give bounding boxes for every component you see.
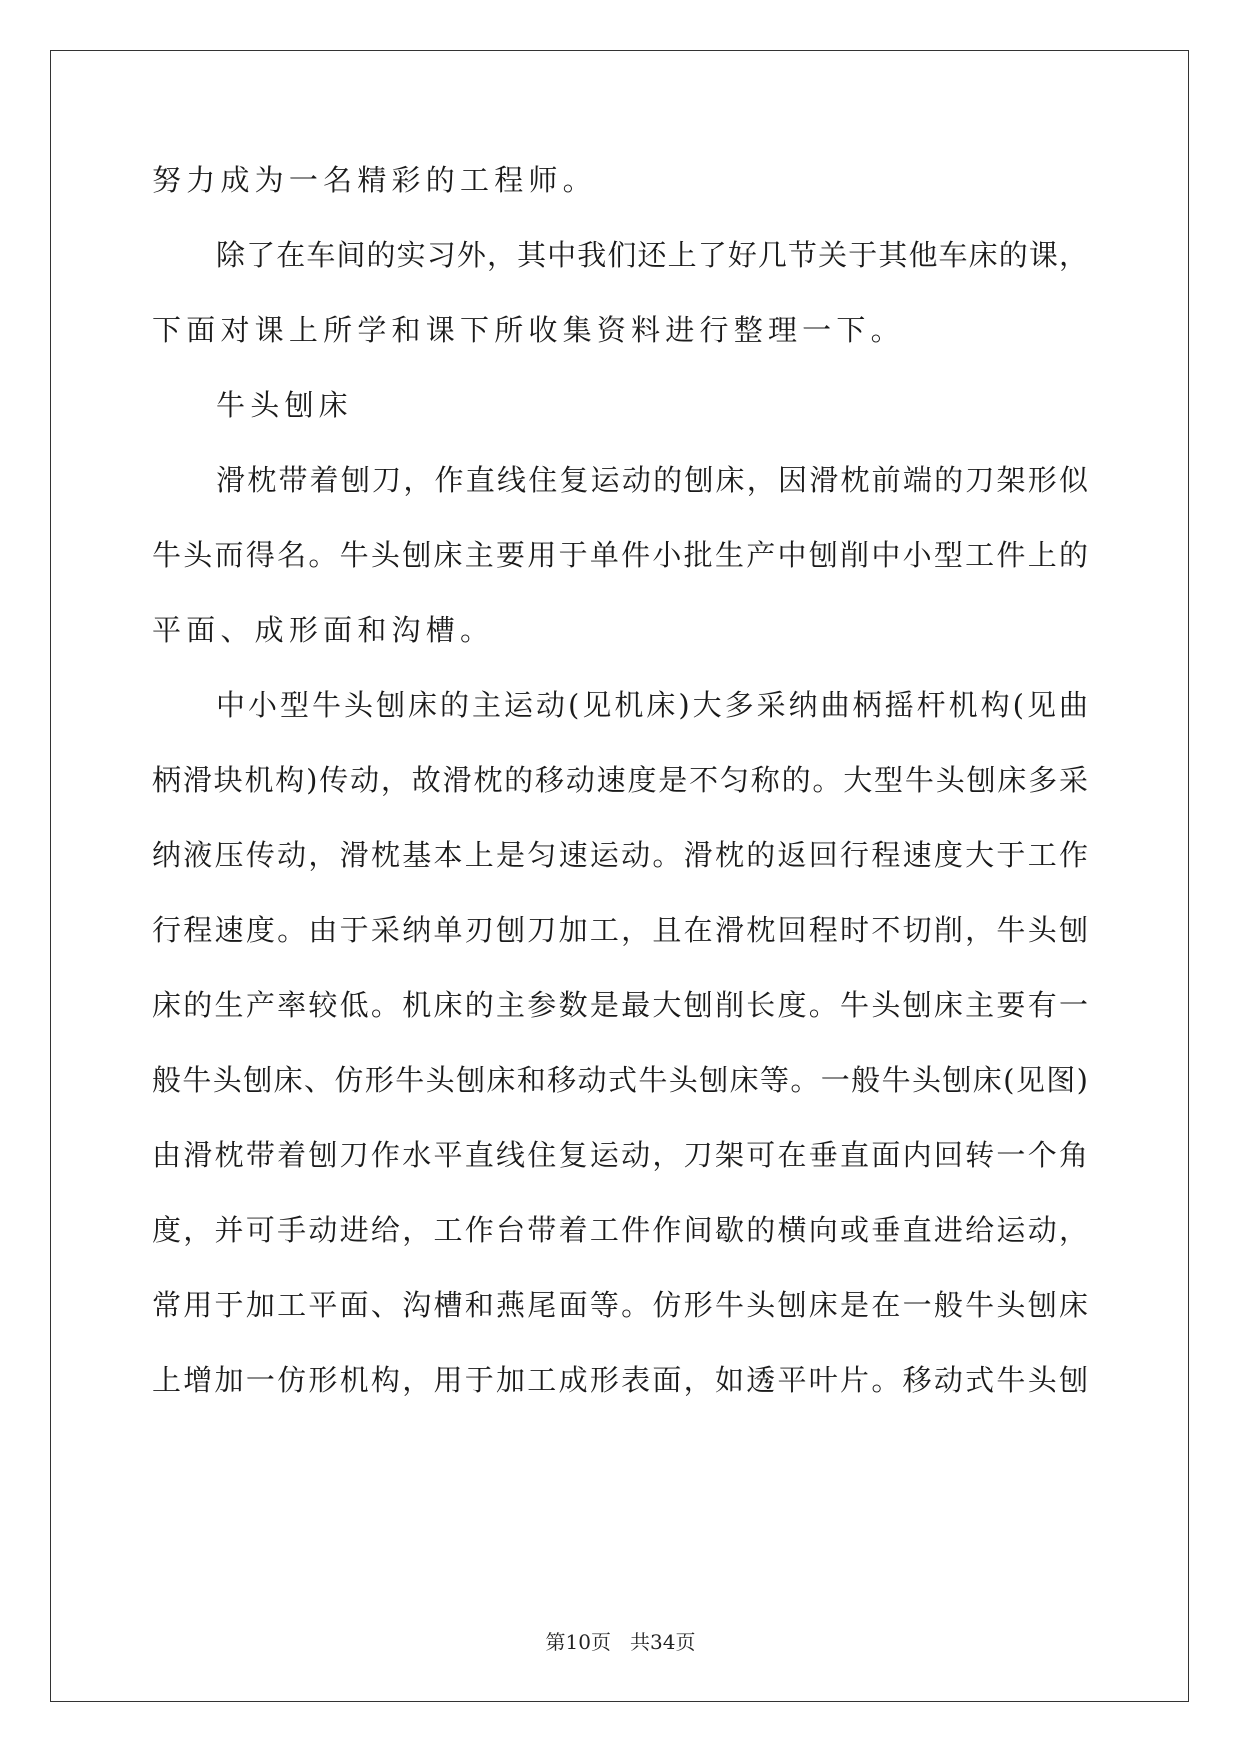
text-line: 滑枕带着刨刀，作直线住复运动的刨床，因滑枕前端的刀架形似	[216, 463, 1088, 497]
text-line: 床的生产率较低。机床的主参数是最大刨削长度。牛头刨床主要有一	[152, 988, 1088, 1022]
page-number: 第10页	[545, 1630, 611, 1654]
text-line: 下面对课上所学和课下所收集资料进行整理一下。	[152, 313, 905, 347]
text-line: 由滑枕带着刨刀作水平直线住复运动，刀架可在垂直面内回转一个角	[152, 1138, 1088, 1172]
section-heading: 牛头刨床	[216, 388, 353, 422]
text-line: 般牛头刨床、仿形牛头刨床和移动式牛头刨床等。一般牛头刨床(见图)	[152, 1063, 1088, 1097]
text-line: 常用于加工平面、沟槽和燕尾面等。仿形牛头刨床是在一般牛头刨床	[152, 1288, 1088, 1322]
text-line: 柄滑块机构)传动，故滑枕的移动速度是不匀称的。大型牛头刨床多采	[152, 763, 1088, 797]
page-total: 共34页	[630, 1630, 696, 1654]
text-line: 度，并可手动进给，工作台带着工件作间歇的横向或垂直进给运动，	[152, 1213, 1088, 1247]
text-line: 除了在车间的实习外，其中我们还上了好几节关于其他车床的课，	[216, 238, 1088, 272]
text-line: 努力成为一名精彩的工程师。	[152, 163, 597, 197]
text-line: 纳液压传动，滑枕基本上是匀速运动。滑枕的返回行程速度大于工作	[152, 838, 1088, 872]
text-line: 行程速度。由于采纳单刃刨刀加工，且在滑枕回程时不切削，牛头刨	[152, 913, 1088, 947]
text-line: 中小型牛头刨床的主运动(见机床)大多采纳曲柄摇杆机构(见曲	[216, 688, 1088, 722]
text-line: 平面、成形面和沟槽。	[152, 613, 495, 647]
text-line: 上增加一仿形机构，用于加工成形表面，如透平叶片。移动式牛头刨	[152, 1363, 1088, 1397]
text-line: 牛头而得名。牛头刨床主要用于单件小批生产中刨削中小型工件上的	[152, 538, 1088, 572]
page-footer	[0, 1628, 1241, 1656]
